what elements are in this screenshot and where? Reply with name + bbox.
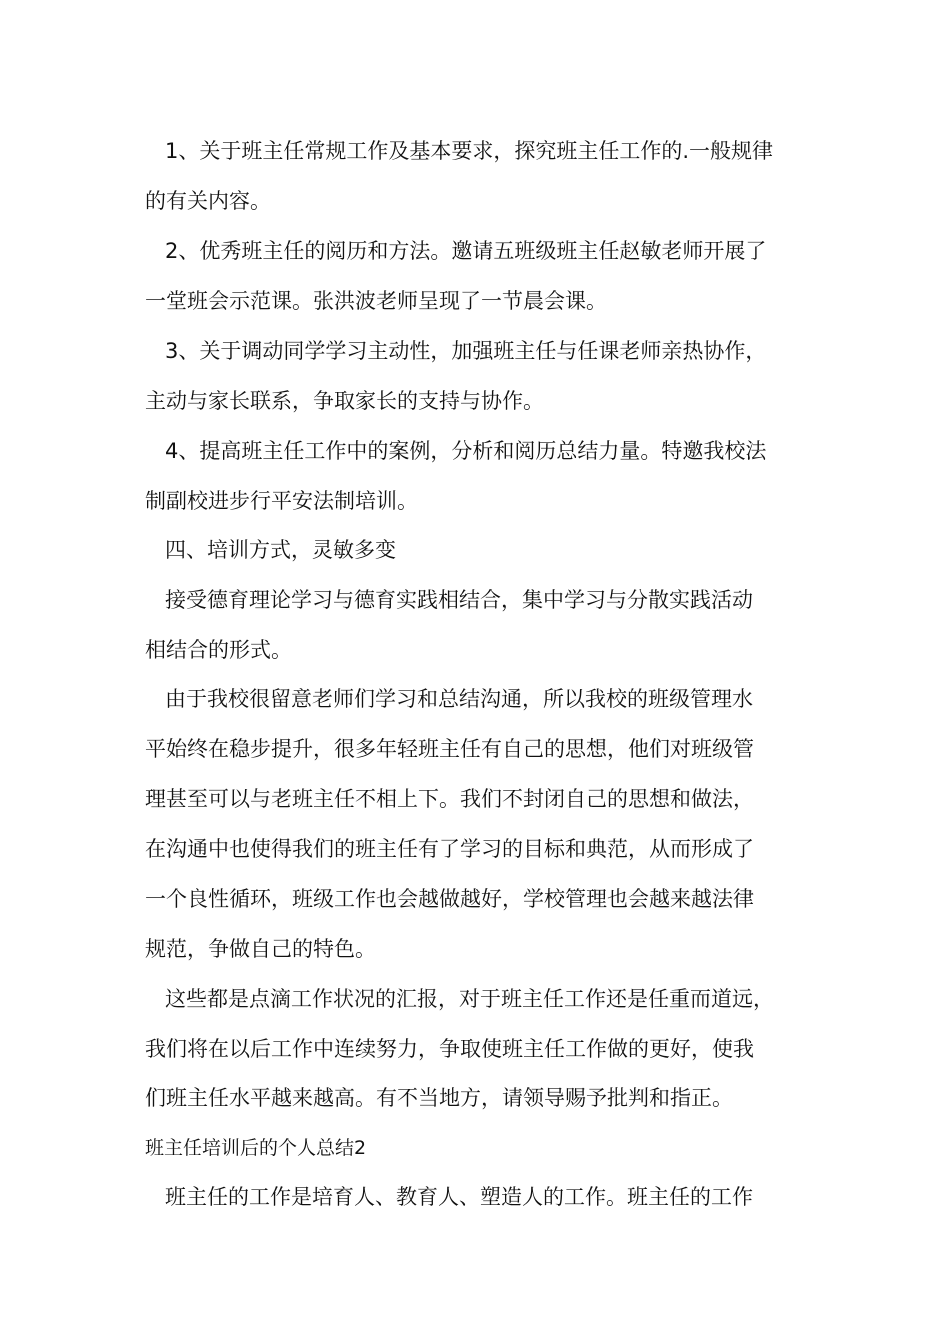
paragraph-line: 相结合的形式。	[145, 638, 292, 662]
paragraph-line: 平始终在稳步提升，很多年轻班主任有自己的思想，他们对班级管	[145, 737, 754, 761]
article-title: 班主任培训后的个人总结2	[145, 1137, 367, 1159]
paragraph-line: 在沟通中也使得我们的班主任有了学习的目标和典范，从而形成了	[145, 837, 754, 861]
paragraph-line: 的有关内容。	[145, 189, 271, 213]
paragraph-line: 理甚至可以与老班主任不相上下。我们不封闭自己的思想和做法，	[145, 787, 754, 811]
paragraph-line: 们班主任水平越来越高。有不当地方，请领导赐予批判和指正。	[145, 1086, 733, 1110]
paragraph-line: 4、提高班主任工作中的案例，分析和阅历总结力量。特邀我校法	[165, 439, 767, 463]
paragraph-line: 一个良性循环，班级工作也会越做越好，学校管理也会越来越法律	[145, 887, 754, 911]
paragraph-line: 接受德育理论学习与德育实践相结合，集中学习与分散实践活动	[165, 588, 753, 612]
paragraph-line: 由于我校很留意老师们学习和总结沟通，所以我校的班级管理水	[165, 687, 753, 711]
paragraph-line: 一堂班会示范课。张洪波老师呈现了一节晨会课。	[145, 289, 607, 313]
paragraph-line: 制副校进步行平安法制培训。	[145, 489, 418, 513]
section-heading: 四、培训方式，灵敏多变	[165, 538, 396, 562]
paragraph-line: 2、优秀班主任的阅历和方法。邀请五班级班主任赵敏老师开展了	[165, 239, 767, 263]
paragraph-line: 3、关于调动同学学习主动性，加强班主任与任课老师亲热协作，	[165, 339, 767, 363]
paragraph-line: 我们将在以后工作中连续努力，争取使班主任工作做的更好，使我	[145, 1037, 754, 1061]
paragraph-line: 规范，争做自己的特色。	[145, 937, 376, 961]
paragraph-line: 这些都是点滴工作状况的汇报，对于班主任工作还是任重而道远，	[165, 987, 774, 1011]
paragraph-line: 班主任的工作是培育人、教育人、塑造人的工作。班主任的工作	[165, 1185, 753, 1209]
paragraph-line: 主动与家长联系，争取家长的支持与协作。	[145, 389, 544, 413]
paragraph-line: 1、关于班主任常规工作及基本要求，探究班主任工作的.一般规律	[165, 139, 774, 163]
